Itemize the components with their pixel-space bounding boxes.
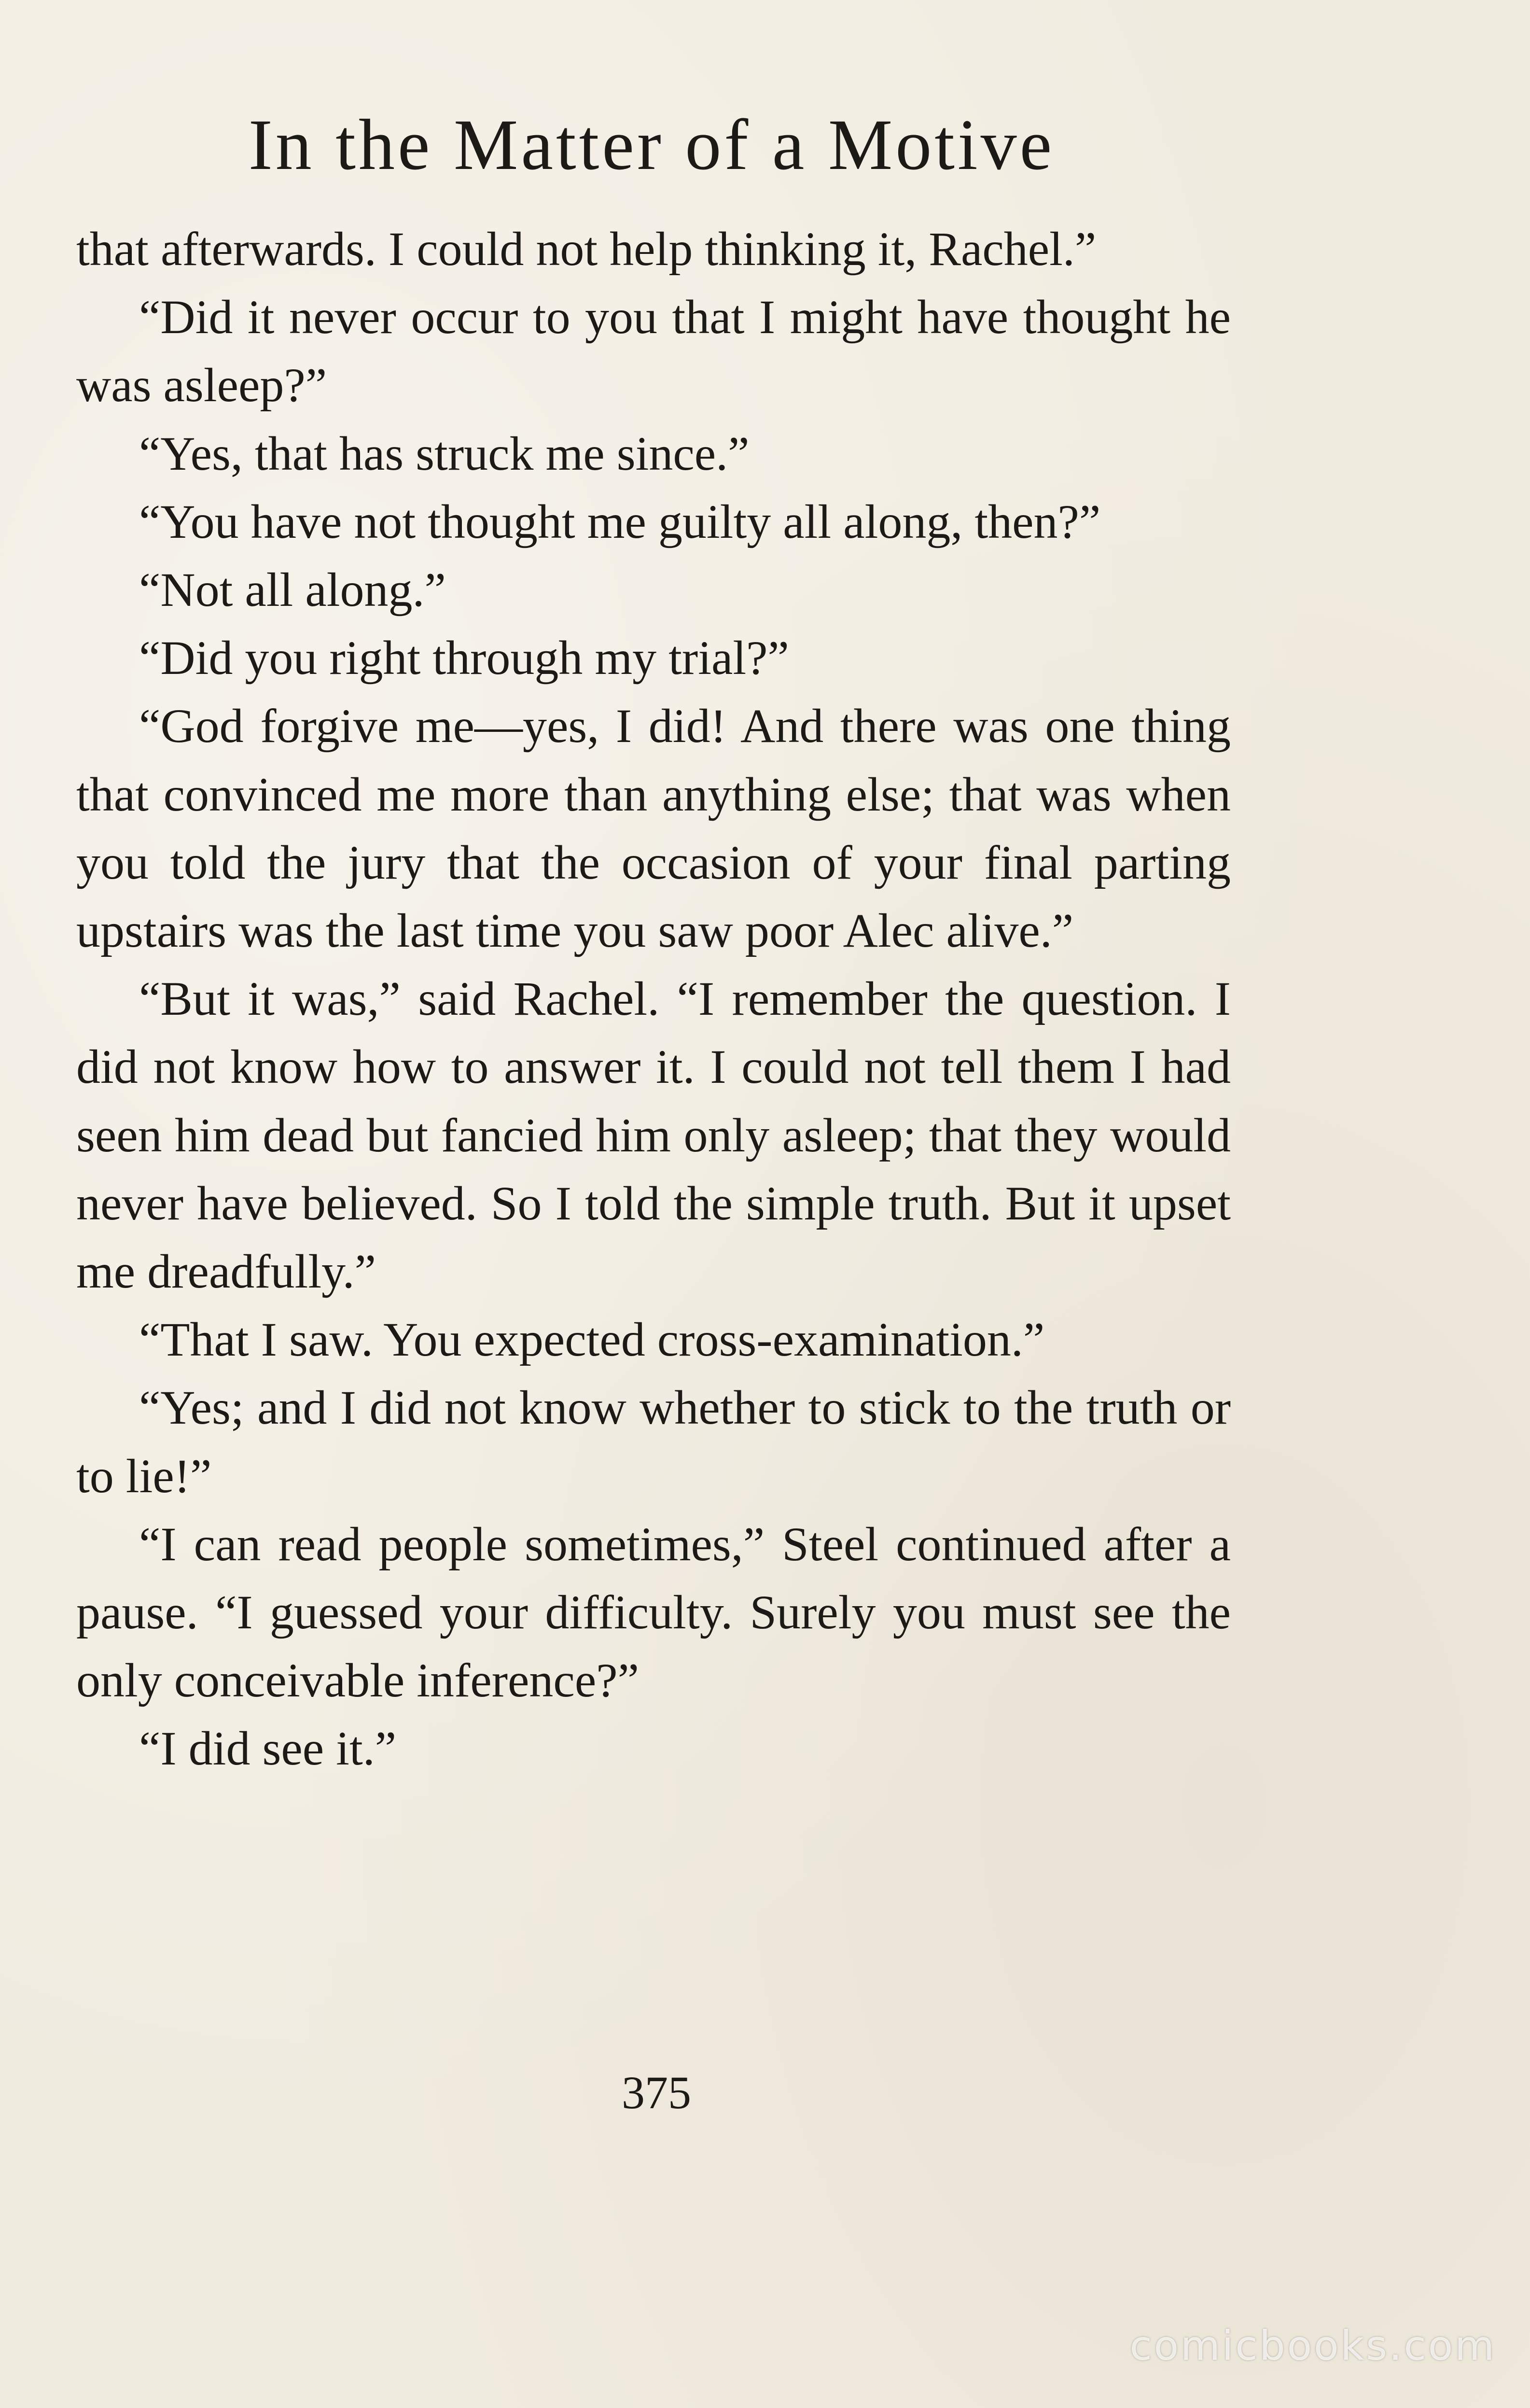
paragraph: “Did it never occur to you that I might have thought he was asleep?” <box>76 290 1231 412</box>
watermark: comicbooks.com <box>1129 2322 1496 2369</box>
paragraph: “God forgive me—yes, I did! And there was one thing that convinced me more than anything else; that was when you told the jury that the occasion of your final parting upstairs was the last time you saw poor Alec alive.” <box>76 699 1231 958</box>
paragraph: “You have not thought me guilty all along, then?” <box>139 494 1101 548</box>
paragraph: “That I saw. You expected cross-examination.” <box>139 1313 1045 1367</box>
paragraph: “I did see it.” <box>139 1722 397 1776</box>
page-number: 375 <box>622 2067 691 2118</box>
running-head: In the Matter of a Motive <box>248 105 1055 185</box>
paragraph: “Yes; and I did not know whether to stick to the truth or to lie!” <box>76 1381 1231 1503</box>
paragraph: “Did you right through my trial?” <box>139 631 789 685</box>
paragraph: “But it was,” said Rachel. “I remember the question. I did not know how to answer it. I could not tell them I had seen him dead but fancied him only asleep; that they would never have believed. So I told the simple truth. But it upset me dreadfully.” <box>76 972 1231 1299</box>
paragraph: “Not all along.” <box>139 563 446 617</box>
paragraph: “Yes, that has struck me since.” <box>139 426 750 480</box>
body-text <box>76 215 1231 1783</box>
paragraph: that afterwards. I could not help thinking it, Rachel.” <box>76 222 1097 276</box>
paragraph: “I can read people sometimes,” Steel continued after a pause. “I guessed your difficulty. Surely you must see the only conceivable inference?” <box>76 1517 1231 1708</box>
